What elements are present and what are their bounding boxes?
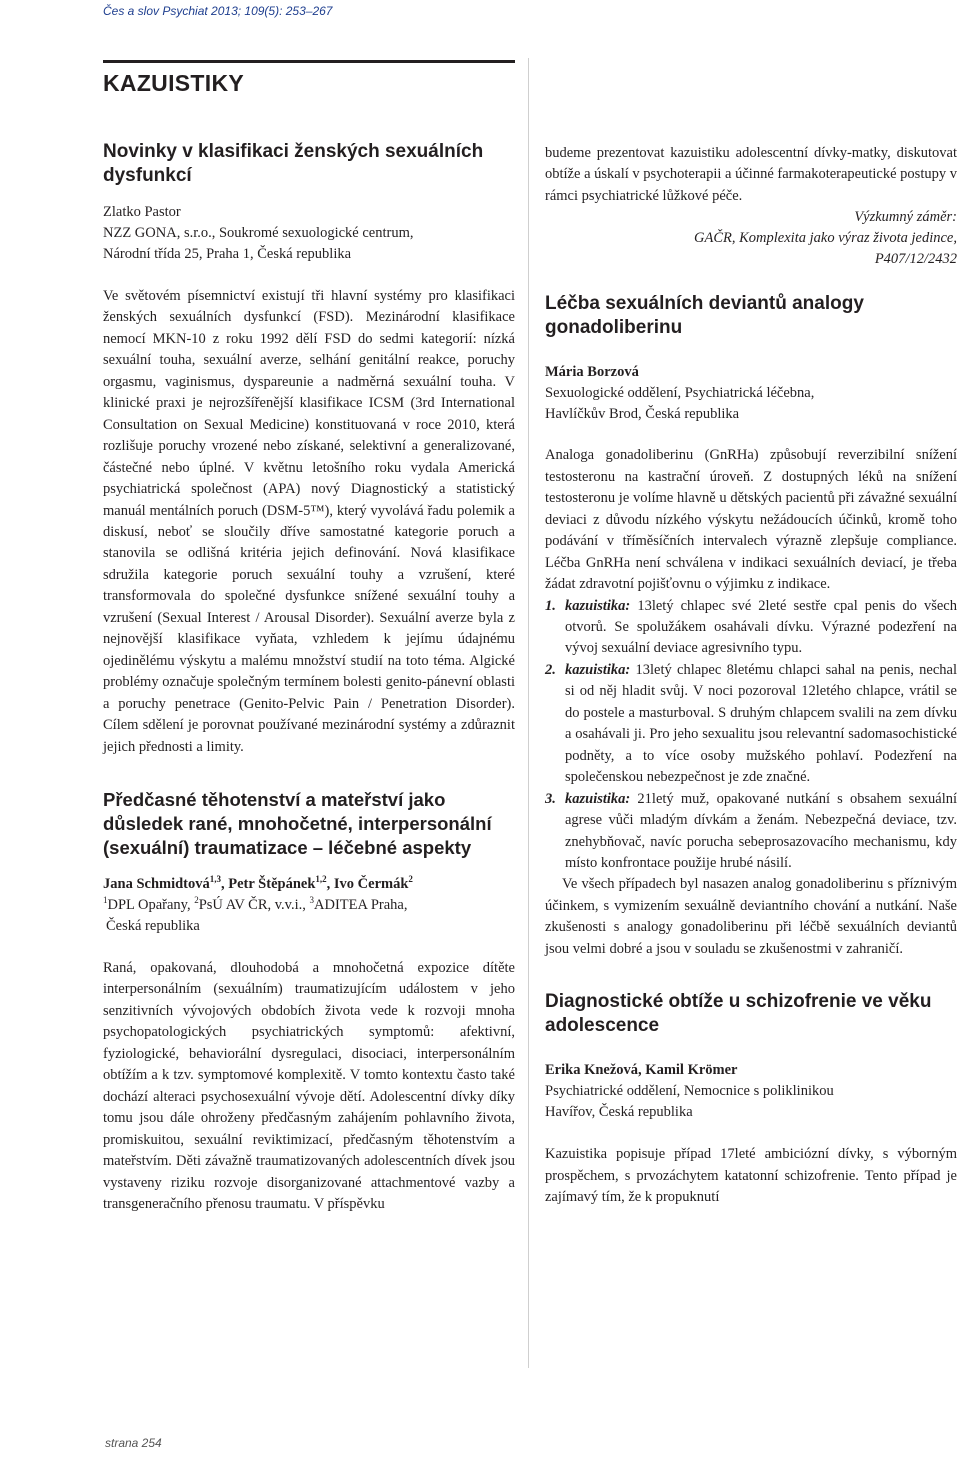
article-title: Novinky v klasifikaci ženských sexuálních dysfunkcí [103, 141, 484, 186]
article-abstract: Analoga gonadoliberinu (GnRHa) způsobují reverzibilní snížení testosteronu na kastrační úroveň. Z dostupných léků na snížení testosteronu je volíme hlavně u dětských pacientů při závažné sexuální deviaci z důvodu nízkého výskytu nežádoucích účinků, kromě toho podávání v tříměsíčních intervalech výrazně zlepšuje compliance. Léčba GnRHa není schválena v indikaci sexuálních deviací, je třeba žádat zdravotní pojišťovnu o výjimku z indikace. [545, 447, 957, 593]
article-author: Erika Knežová, Kamil Krömer [545, 1062, 738, 1079]
article-affiliation-line: Psychiatrické oddělení, Nemocnice s poliklinikou [545, 1083, 834, 1100]
case-label: kazuistika: [565, 597, 631, 614]
case-number: 2. [545, 661, 556, 678]
grant-line: P407/12/2432 [874, 251, 957, 268]
author-sup: 2 [408, 874, 413, 885]
affil-sup: 2 [194, 895, 199, 906]
affil-sup: 1 [103, 895, 108, 906]
author-sep: , [326, 875, 334, 892]
case-item [545, 789, 957, 875]
case-number: 3. [545, 790, 556, 807]
author-sup: 1,3 [209, 874, 222, 885]
case-text-wrap [565, 660, 957, 789]
case-text: 13letý chlapec své 2leté sestře cpal penis do všech otvorů. Se spolužákem osahávali dívku. Výrazné podezření na vývoj sexuální deviace agresivního typu. [565, 597, 957, 657]
article-authors [103, 874, 515, 895]
article-affiliation-country: Česká republika [106, 917, 200, 934]
affil-text: DPL Opařany, [107, 896, 195, 913]
header-rule [103, 60, 515, 63]
article-affiliation-line: Sexuologické oddělení, Psychiatrická léčebna, [545, 385, 815, 402]
article-affiliation-line: Národní třída 25, Praha 1, Česká republika [103, 246, 352, 262]
article-affiliation-line [103, 895, 515, 916]
article-title: Předčasné těhotenství a mateřství jako důsledek rané, mnohočetné, interpersonální (sexuální) traumatizace – léčebné aspekty [103, 788, 492, 858]
article-title: Léčba sexuálních deviantů analogy gonadoliberinu [545, 293, 864, 339]
article-abstract-continued: budeme prezentovat kazuistiku adolescentní dívky-matky, diskutovat obtíže a úskalí v psychoterapii a účinné farmakoterapeutické postupy v rámci psychiatrické lůžkové péče. [545, 145, 957, 204]
column-divider [528, 58, 529, 1368]
article-abstract: Raná, opakovaná, dlouhodobá a mnohočetná expozice dítěte interpersonálním (sexuálním) traumatizujícím událostem v jeho senzitivních vývojových obdobích života vede k rozvoji mnoha psychopatologických psychiatrických symptomů: afektivní, fyziologické, behaviorální dysregulaci, disociaci, interpersonálním obtížím a k tzv. symptomové komplexitě. V tomto kontextu často také dochází alteraci psychosexuální vývoje dětí. Adolescentní dívky díky tomu jsou dále ohroženy předčasným zahájením pohlavního života, promiskuitou, sexuální reviktimizací, předčasným těhotenstvím a mateřstvím. Děti závažně traumatizovaných adolescentních dívek jsou vystaveny riziku rozvoje disorganizované attachmentové vazby a transgeneračního přenosu traumatu. V příspěvku [103, 959, 515, 1212]
author-name: Petr Štěpánek [228, 875, 316, 892]
case-number: 1. [545, 597, 556, 614]
article-affiliation-line: NZZ GONA, s.r.o., Soukromé sexuologické centrum, [103, 225, 414, 241]
affil-sup: 3 [309, 895, 315, 906]
article-affiliation-line: Havlíčkův Brod, Česká republika [545, 406, 740, 423]
case-list [545, 596, 957, 875]
case-item [545, 596, 957, 660]
case-text-wrap [565, 789, 957, 875]
article-borzova [545, 292, 957, 960]
running-head: Čes a slov Psychiat 2013; 109(5): 253–267 [103, 4, 333, 18]
author-name: Ivo Čermák [333, 875, 409, 892]
article-affiliation-line: Havířov, Česká republika [545, 1104, 693, 1121]
case-text: 13letý chlapec 8letému chlapci sahal na penis, nechal si od něj hladit svůj. V noci pozoroval 12letého chlapce, vrátil se do postele a masturboval. S druhým chlapcem svalili na zem dívku a osahávali ji. Pro jeho sexualitu jsou relevantní sadomasochistické podněty, a to více osoby mužského pohlaví. Podezření na společenskou nebezpečnost je zde značné. [565, 661, 957, 786]
right-column [545, 143, 957, 1209]
affil-text: PsÚ AV ČR, v.v.i., [198, 896, 310, 913]
left-column [103, 140, 515, 1215]
case-item [545, 660, 957, 789]
article-title: Diagnostické obtíže u schizofrenie ve věku adolescence [545, 991, 932, 1037]
article-closing: Ve všech případech byl nasazen analog gonadoliberinu s příznivým účinkem, s vymizením sexuálně deviantního chování a nutkání. Naše zkušenosti s analogy gonadoliberinu při léčbě sexuálních deviantů jsou velmi dobré a jsou v souladu se zkušenostmi v zahraničí. [545, 876, 957, 957]
case-text: 21letý muž, opakované nutkání s obsahem sexuální agrese vůči mladým dívkám a ženám. Nebezpečná deviace, tzv. znehybňovač, navíc porucha sebeprosazovacího mechanismu, kdy místo konfrontace použije hrubé násilí. [565, 790, 957, 871]
grant-line: GAČR, Komplexita jako výraz života jedince, [694, 230, 957, 247]
article-author: Zlatko Pastor [103, 204, 181, 220]
article-abstract: Kazuistika popisuje případ 17leté ambiciózní dívky, s výborným prospěchem, s prvozáchytem katatonní schizofrenie. Tento případ je zajímavý tím, že k propuknutí [545, 1146, 957, 1206]
article-pastor [103, 140, 515, 758]
case-label: kazuistika: [565, 790, 631, 807]
author-sup: 1,2 [315, 874, 327, 885]
article-schmidtova [103, 788, 515, 1215]
section-heading: KAZUISTIKY [103, 70, 244, 96]
case-text-wrap [565, 596, 957, 660]
author-sep: , [221, 875, 229, 892]
affil-text: ADITEA Praha, [314, 896, 408, 913]
author-name: Jana Schmidtová [103, 875, 210, 892]
article-author: Mária Borzová [545, 364, 639, 381]
grant-line: Výzkumný záměr: [854, 209, 957, 226]
case-label: kazuistika: [565, 661, 631, 678]
article-knezova [545, 990, 957, 1208]
page-number: strana 254 [105, 1436, 162, 1450]
article-abstract: Ve světovém písemnictví existují tři hlavní systémy pro klasifikaci ženských sexuálních dysfunkcí (FSD). Mezinárodní klasifikace nemocí MKN-10 z roku 1992 dělí FSD do sedmi kategorií: nízká sexuální touha, sexuální averze, selhání genitální reakce, poruchy orgasmu, vaginismus, dyspareunie a nadměrná sexuální touha. V klinické praxi je nejrozšířenější klasifikace ICSM (3rd International Consultation on Sexual Medicine) konstituovaná v roce 2010, která rozlišuje poruchy vrozené nebo získané, selektivní a generalizované, částečné nebo úplné. V květnu letošního roku vydala Americká psychiatrická společnost (APA) nový Diagnostický a statistický manuál mentálních poruch (DSM-5™), který vyvolává řadu polemik a diskusí, neboť se sloučily dříve samostatné kategorie poruch a stanovila se odlišná kritéria jejich definování. Nová klasifikace sdružila kategorie poruch sexuální touhy a vzrušení, které transformovala do společné dysfunkce snížené sexuální touhy a vzrušení (Sexual Interest / Arousal Disorder). Sexuální averze byla z nejnovější klasifikace vyňata, vzhledem k jejímu údajnému ojedinělému výskytu a malému množství studií na toto téma. Algické problémy označuje společným termínem bolesti genito-pánevní oblasti a poruchy penetrace (Genito-Pelvic Pain / Penetration Disorder). Cílem sdělení je porovnat používané mezinárodní systémy a zdůraznit jejich přednosti a limity. [103, 288, 515, 755]
